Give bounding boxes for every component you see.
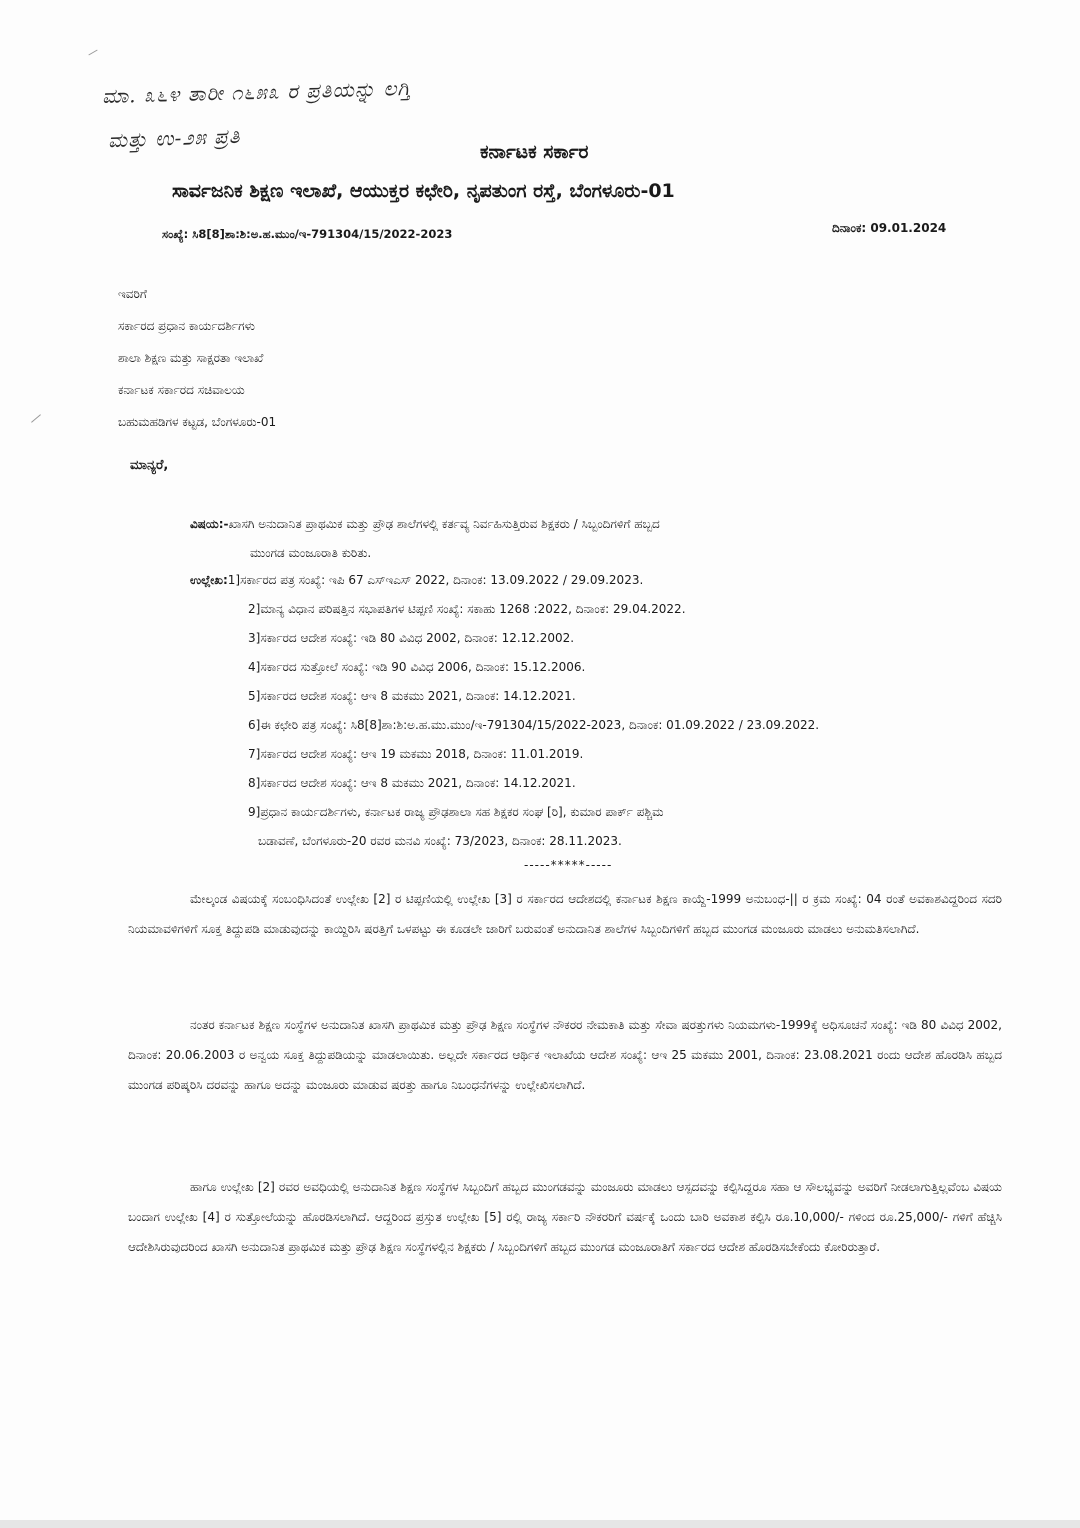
reference-item-cont: ಬಡಾವಣೆ, ಬೆಂಗಳೂರು-20 ರವರ ಮನವಿ ಸಂಖ್ಯೆ: 73/2023, ದಿನಾಂಕ: 28.11.2023. bbox=[258, 834, 622, 848]
subject-label: ವಿಷಯ:- bbox=[190, 517, 229, 531]
reference-item: 2]ಮಾನ್ಯ ವಿಧಾನ ಪರಿಷತ್ತಿನ ಸಭಾಪತಿಗಳ ಟಿಪ್ಪಣಿ ಸಂಖ್ಯೆ: ಸಕಾಹು 1268 :2022, ದಿನಾಂಕ: 29.04.2022. bbox=[248, 602, 686, 616]
addressee-line: ಕರ್ನಾಟಕ ಸರ್ಕಾರದ ಸಚಿವಾಲಯ bbox=[118, 383, 245, 397]
pen-mark bbox=[31, 414, 41, 422]
reference-item: 9]ಪ್ರಧಾನ ಕಾರ್ಯದರ್ಶಿಗಳು, ಕರ್ನಾಟಕ ರಾಜ್ಯ ಪ್ರೌಢಶಾಲಾ ಸಹ ಶಿಕ್ಷಕರ ಸಂಘ [ರಿ], ಕುಮಾರ ಪಾರ್ಕ್ ಪಶ್ಚಿಮ bbox=[248, 805, 664, 819]
government-title: ಕರ್ನಾಟಕ ಸರ್ಕಾರ bbox=[480, 141, 589, 163]
body-paragraph-2: ನಂತರ ಕರ್ನಾಟಕ ಶಿಕ್ಷಣ ಸಂಸ್ಥೆಗಳ ಅನುದಾನಿತ ಖಾಸಗಿ ಪ್ರಾಥಮಿಕ ಮತ್ತು ಪ್ರೌಢ ಶಿಕ್ಷಣ ಸಂಸ್ಥೆಗಳ ನೌಕರರ ನೇಮಕಾತಿ ಮತ್ತು ಸೇವಾ ಷರತ್ತುಗಳು ನಿಯಮಗಳು-1999ಕ್ಕೆ ಅಧಿಸೂಚನೆ ಸಂಖ್ಯೆ: ಇಡಿ 80 ವಿವಿಧ 2002, ದಿನಾಂಕ: 20.06.2003 ರ ಅನ್ವಯ ಸೂಕ್ತ ತಿದ್ದುಪಡಿಯನ್ನು ಮಾಡಲಾಯಿತು. ಅಲ್ಲದೇ ಸರ್ಕಾರದ ಆರ್ಥಿಕ ಇಲಾಖೆಯ ಆದೇಶ ಸಂಖ್ಯೆ: ಆಇ 25 ಮಕಮು 2001, ದಿನಾಂಕ: 23.08.2021 ರಂದು ಆದೇಶ ಹೊರಡಿಸಿ ಹಬ್ಬದ ಮುಂಗಡ ಪರಿಷ್ಕರಿಸಿ ದರವನ್ನು ಹಾಗೂ ಅದನ್ನು ಮಂಜೂರು ಮಾಡುವ ಷರತ್ತು ಹಾಗೂ ನಿಬಂಧನೆಗಳನ್ನು ಉಲ್ಲೇಖಿಸಲಾಗಿದೆ. bbox=[128, 1018, 1002, 1092]
reference-item: 7]ಸರ್ಕಾರದ ಆದೇಶ ಸಂಖ್ಯೆ: ಆಇ 19 ಮಕಮು 2018, ದಿನಾಂಕ: 11.01.2019. bbox=[248, 747, 584, 761]
reference-item: 8]ಸರ್ಕಾರದ ಆದೇಶ ಸಂಖ್ಯೆ: ಆಇ 8 ಮಕಮು 2021, ದಿನಾಂಕ: 14.12.2021. bbox=[248, 776, 576, 790]
reference-item: 1]ಸರ್ಕಾರದ ಪತ್ರ ಸಂಖ್ಯೆ: ಇಪಿ 67 ಎಸ್‌ಇಎಸ್ 2022, ದಿನಾಂಕ: 13.09.2022 / 29.09.2023. bbox=[227, 573, 644, 587]
handwritten-note-line1: ಮಾ. ೩೬೪ ತಾರೀ ೧೬೫೩ ರ ಪ್ರತಿಯನ್ನು ಲಗ್ತಿ bbox=[101, 75, 412, 109]
page-bottom-edge bbox=[0, 1520, 1080, 1528]
department-heading: ಸಾರ್ವಜನಿಕ ಶಿಕ್ಷಣ ಇಲಾಖೆ, ಆಯುಕ್ತರ ಕಛೇರಿ, ನೃಪತುಂಗ ರಸ್ತೆ, ಬೆಂಗಳೂರು-01 bbox=[172, 180, 675, 202]
addressee-line: ಸರ್ಕಾರದ ಪ್ರಧಾನ ಕಾರ್ಯದರ್ಶಿಗಳು bbox=[118, 319, 255, 333]
reference-item: 4]ಸರ್ಕಾರದ ಸುತ್ತೋಲೆ ಸಂಖ್ಯೆ: ಇಡಿ 90 ವಿವಿಧ 2006, ದಿನಾಂಕ: 15.12.2006. bbox=[248, 660, 586, 674]
addressee-line: ಶಾಲಾ ಶಿಕ್ಷಣ ಮತ್ತು ಸಾಕ್ಷರತಾ ಇಲಾಖೆ bbox=[118, 351, 264, 365]
addressee-block bbox=[118, 278, 276, 438]
body-paragraph-1: ಮೇಲ್ಕಂಡ ವಿಷಯಕ್ಕೆ ಸಂಬಂಧಿಸಿದಂತೆ ಉಲ್ಲೇಖ [2] ರ ಟಿಪ್ಪಣಿಯಲ್ಲಿ ಉಲ್ಲೇಖ [3] ರ ಸರ್ಕಾರದ ಆದೇಶದಲ್ಲಿ ಕರ್ನಾಟಕ ಶಿಕ್ಷಣ ಕಾಯ್ದೆ-1999 ಅನುಬಂಧ-|| ರ ಕ್ರಮ ಸಂಖ್ಯೆ: 04 ರಂತೆ ಅವಕಾಶವಿದ್ದರಿಂದ ಸದರಿ ನಿಯಮಾವಳಿಗಳಿಗೆ ಸೂಕ್ತ ತಿದ್ದುಪಡಿ ಮಾಡುವುದನ್ನು ಕಾಯ್ದಿರಿಸಿ ಷರತ್ತಿಗೆ ಒಳಪಟ್ಟು ಈ ಕೂಡಲೇ ಜಾರಿಗೆ ಬರುವಂತೆ ಅನುದಾನಿತ ಶಾಲೆಗಳ ಸಿಬ್ಬಂದಿಗಳಿಗೆ ಹಬ್ಬದ ಮುಂಗಡ ಮಂಜೂರು ಮಾಡಲು ಅನುಮತಿಸಲಾಗಿದೆ. bbox=[128, 892, 1002, 936]
addressee-label: ಇವರಿಗೆ bbox=[118, 287, 147, 301]
document-date: ದಿನಾಂಕ: 09.01.2024 bbox=[832, 221, 947, 235]
reference-item: 3]ಸರ್ಕಾರದ ಆದೇಶ ಸಂಖ್ಯೆ: ಇಡಿ 80 ವಿವಿಧ 2002, ದಿನಾಂಕ: 12.12.2002. bbox=[248, 631, 575, 645]
separator: -----*****----- bbox=[524, 858, 613, 872]
body-paragraph-3: ಹಾಗೂ ಉಲ್ಲೇಖ [2] ರವರ ಅವಧಿಯಲ್ಲಿ ಅನುದಾನಿತ ಶಿಕ್ಷಣ ಸಂಸ್ಥೆಗಳ ಸಿಬ್ಬಂದಿಗೆ ಹಬ್ಬದ ಮುಂಗಡವನ್ನು ಮಂಜೂರು ಮಾಡಲು ಆಸ್ಪದವನ್ನು ಕಲ್ಪಿಸಿದ್ದರೂ ಸಹಾ ಆ ಸೌಲಭ್ಯವನ್ನು ಅವರಿಗೆ ನೀಡಲಾಗುತ್ತಿಲ್ಲವೆಂಬ ವಿಷಯ ಬಂದಾಗ ಉಲ್ಲೇಖ [4] ರ ಸುತ್ತೋಲೆಯನ್ನು ಹೊರಡಿಸಲಾಗಿದೆ. ಆದ್ದರಿಂದ ಪ್ರಸ್ತುತ ಉಲ್ಲೇಖ [5] ರಲ್ಲಿ ರಾಜ್ಯ ಸರ್ಕಾರಿ ನೌಕರರಿಗೆ ವರ್ಷಕ್ಕೆ ಒಂದು ಬಾರಿ ಅವಕಾಶ ಕಲ್ಪಿಸಿ ರೂ.10,000/- ಗಳಿಂದ ರೂ.25,000/- ಗಳಿಗೆ ಹೆಚ್ಚಿಸಿ ಆದೇಶಿಸಿರುವುದರಿಂದ ಖಾಸಗಿ ಅನುದಾನಿತ ಪ್ರಾಥಮಿಕ ಮತ್ತು ಪ್ರೌಢ ಶಿಕ್ಷಣ ಸಂಸ್ಥೆಗಳಲ್ಲಿನ ಶಿಕ್ಷಕರು / ಸಿಬ್ಬಂದಿಗಳಿಗೆ ಹಬ್ಬದ ಮುಂಗಡ ಮಂಜೂರಾತಿಗೆ ಸರ್ಕಾರದ ಆದೇಶ ಹೊರಡಿಸಬೇಕೆಂದು ಕೋರಿರುತ್ತಾರೆ. bbox=[128, 1180, 1002, 1254]
references-label: ಉಲ್ಲೇಖ: bbox=[190, 573, 228, 587]
subject-text: ಖಾಸಗಿ ಅನುದಾನಿತ ಪ್ರಾಥಮಿಕ ಮತ್ತು ಪ್ರೌಢ ಶಾಲೆಗಳಲ್ಲಿ ಕರ್ತವ್ಯ ನಿರ್ವಹಿಸುತ್ತಿರುವ ಶಿಕ್ಷಕರು / ಸಿಬ್ಬಂದಿಗಳಿಗೆ ಹಬ್ಬದ bbox=[228, 517, 660, 531]
references-block bbox=[190, 566, 990, 856]
handwritten-note-line2: ಮತ್ತು ಉ-೨೫ ಪ್ರತಿ bbox=[107, 123, 241, 153]
subject-text-cont: ಮುಂಗಡ ಮಂಜೂರಾತಿ ಕುರಿತು. bbox=[250, 546, 372, 560]
reference-item: 6]ಈ ಕಛೇರಿ ಪತ್ರ ಸಂಖ್ಯೆ: ಸಿ8[8]ಶಾ:ಶಿ:ಅ.ಹ.ಮು.ಮುಂ/ಇ-791304/15/2022-2023, ದಿನಾಂಕ: 01.09.2022 / 23.09.2022. bbox=[248, 718, 820, 732]
reference-number: ಸಂಖ್ಯೆ: ಸಿ8[8]ಶಾ:ಶಿ:ಅ.ಹ.ಮುಂ/ಇ-791304/15/2022-2023 bbox=[162, 227, 453, 241]
salutation: ಮಾನ್ಯರೆ, bbox=[130, 458, 169, 473]
pen-mark bbox=[88, 50, 97, 56]
reference-item: 5]ಸರ್ಕಾರದ ಆದೇಶ ಸಂಖ್ಯೆ: ಆಇ 8 ಮಕಮು 2021, ದಿನಾಂಕ: 14.12.2021. bbox=[248, 689, 576, 703]
addressee-line: ಬಹುಮಹಡಿಗಳ ಕಟ್ಟಡ, ಬೆಂಗಳೂರು-01 bbox=[118, 415, 277, 429]
subject-block bbox=[190, 510, 990, 568]
